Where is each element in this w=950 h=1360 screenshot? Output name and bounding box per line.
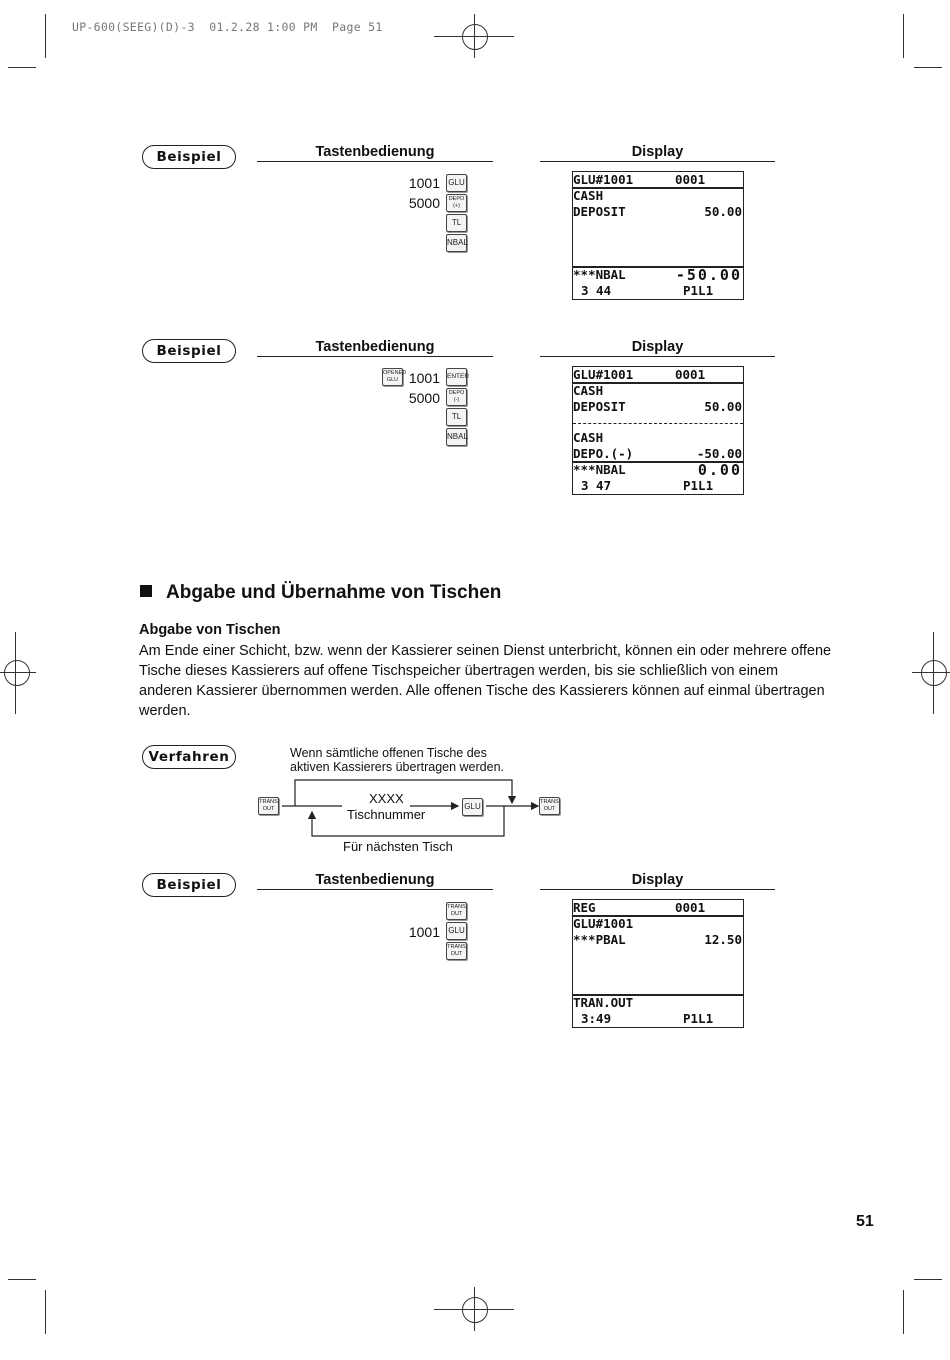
example-pill: Beispiel — [142, 339, 236, 363]
crop-mark — [8, 1279, 36, 1280]
glu-key[interactable]: GLU — [446, 174, 467, 192]
print-info: UP-600(SEEG)(D)-3 01.2.28 1:00 PM Page 51 — [72, 20, 383, 34]
page-number: 51 — [856, 1213, 874, 1230]
example-pill: Beispiel — [142, 873, 236, 897]
heading-rule — [257, 356, 493, 357]
opened-glu-key[interactable]: OPENED GLU — [382, 368, 403, 386]
crop-mark — [45, 14, 46, 58]
display-panel: GLU#1001 0001 CASH DEPOSIT 50.00 ***NBAL -50.00 3 44 P1L1 — [573, 172, 742, 298]
key-input-number: 5000 — [408, 195, 440, 211]
trans-out-key[interactable]: TRANS OUT — [446, 902, 467, 920]
flow-xxxx: XXXX — [369, 791, 404, 806]
display-heading: Display — [631, 872, 684, 888]
key-operation-heading: Tastenbedienung — [315, 872, 435, 888]
depo-minus-key[interactable]: DEPO (-) — [446, 388, 467, 406]
section-paragraph: Am Ende einer Schicht, bzw. wenn der Kassierer seinen Dienst unterbricht, können ein oder mehrere offene Tische dieses Kassierers auf offene Tischspeicher übertragen werden, bis sie schließlich von einem anderen Kassierer übernommen werden. Alle offenen Tische des Kassierers können auf einmal übertragen werden. — [139, 643, 832, 719]
section-title-text: Abgabe und Übernahme von Tischen — [166, 582, 502, 603]
heading-rule — [540, 356, 775, 357]
crop-mark — [914, 67, 942, 68]
crop-mark — [8, 67, 36, 68]
heading-rule — [540, 889, 775, 890]
crop-mark — [933, 632, 934, 714]
key-input-number: 1001 — [408, 924, 440, 940]
flow-next-table: Für nächsten Tisch — [343, 839, 453, 854]
nbal-key[interactable]: NBAL — [446, 234, 467, 252]
glu-key[interactable]: GLU — [446, 922, 467, 940]
key-input-number: 1001 — [408, 175, 440, 191]
registration-crosshair — [921, 660, 947, 686]
tl-key[interactable]: TL — [446, 214, 467, 232]
crop-mark — [45, 1290, 46, 1334]
nbal-key[interactable]: NBAL — [446, 428, 467, 446]
trans-out-key[interactable]: TRANS OUT — [539, 797, 560, 815]
glu-key[interactable]: GLU — [462, 798, 483, 816]
key-input-number: 5000 — [408, 390, 440, 406]
heading-rule — [257, 889, 493, 890]
display-heading: Display — [631, 339, 684, 355]
crop-mark — [903, 1290, 904, 1334]
flow-table-number: Tischnummer — [347, 807, 426, 822]
crop-mark — [15, 632, 16, 714]
heading-rule — [540, 161, 775, 162]
section-title — [140, 582, 501, 604]
procedure-pill: Verfahren — [142, 745, 236, 769]
crop-mark — [912, 672, 950, 673]
tl-key[interactable]: TL — [446, 408, 467, 426]
display-panel: GLU#1001 0001 CASH DEPOSIT 50.00 CASH DEPO.(-) -50.00 ***NBAL 0.00 3 47 P1L1 — [573, 367, 742, 493]
crop-mark — [434, 36, 514, 37]
key-operation-heading: Tastenbedienung — [315, 339, 435, 355]
example-pill: Beispiel — [142, 145, 236, 169]
registration-crosshair — [462, 24, 488, 50]
trans-out-key[interactable]: TRANS OUT — [258, 797, 279, 815]
crop-mark — [903, 14, 904, 58]
subsection-title: Abgabe von Tischen — [139, 622, 281, 638]
display-heading: Display — [631, 144, 684, 160]
enter-key[interactable]: ENTER — [446, 368, 467, 386]
crop-mark — [0, 672, 36, 673]
registration-crosshair — [4, 660, 30, 686]
crop-mark — [434, 1309, 514, 1310]
heading-rule — [257, 161, 493, 162]
key-operation-heading: Tastenbedienung — [315, 144, 435, 160]
crop-mark — [914, 1279, 942, 1280]
registration-crosshair — [462, 1297, 488, 1323]
display-panel: REG 0001 GLU#1001 ***PBAL 12.50 TRAN.OUT 3:49 P1L1 — [573, 900, 742, 1026]
depo-plus-key[interactable]: DEPO (+) — [446, 194, 467, 212]
procedure-note: Wenn sämtliche offenen Tische des aktiven Kassierers übertragen werden. — [290, 746, 505, 774]
key-input-number: 1001 — [408, 370, 440, 386]
trans-out-key[interactable]: TRANS OUT — [446, 942, 467, 960]
